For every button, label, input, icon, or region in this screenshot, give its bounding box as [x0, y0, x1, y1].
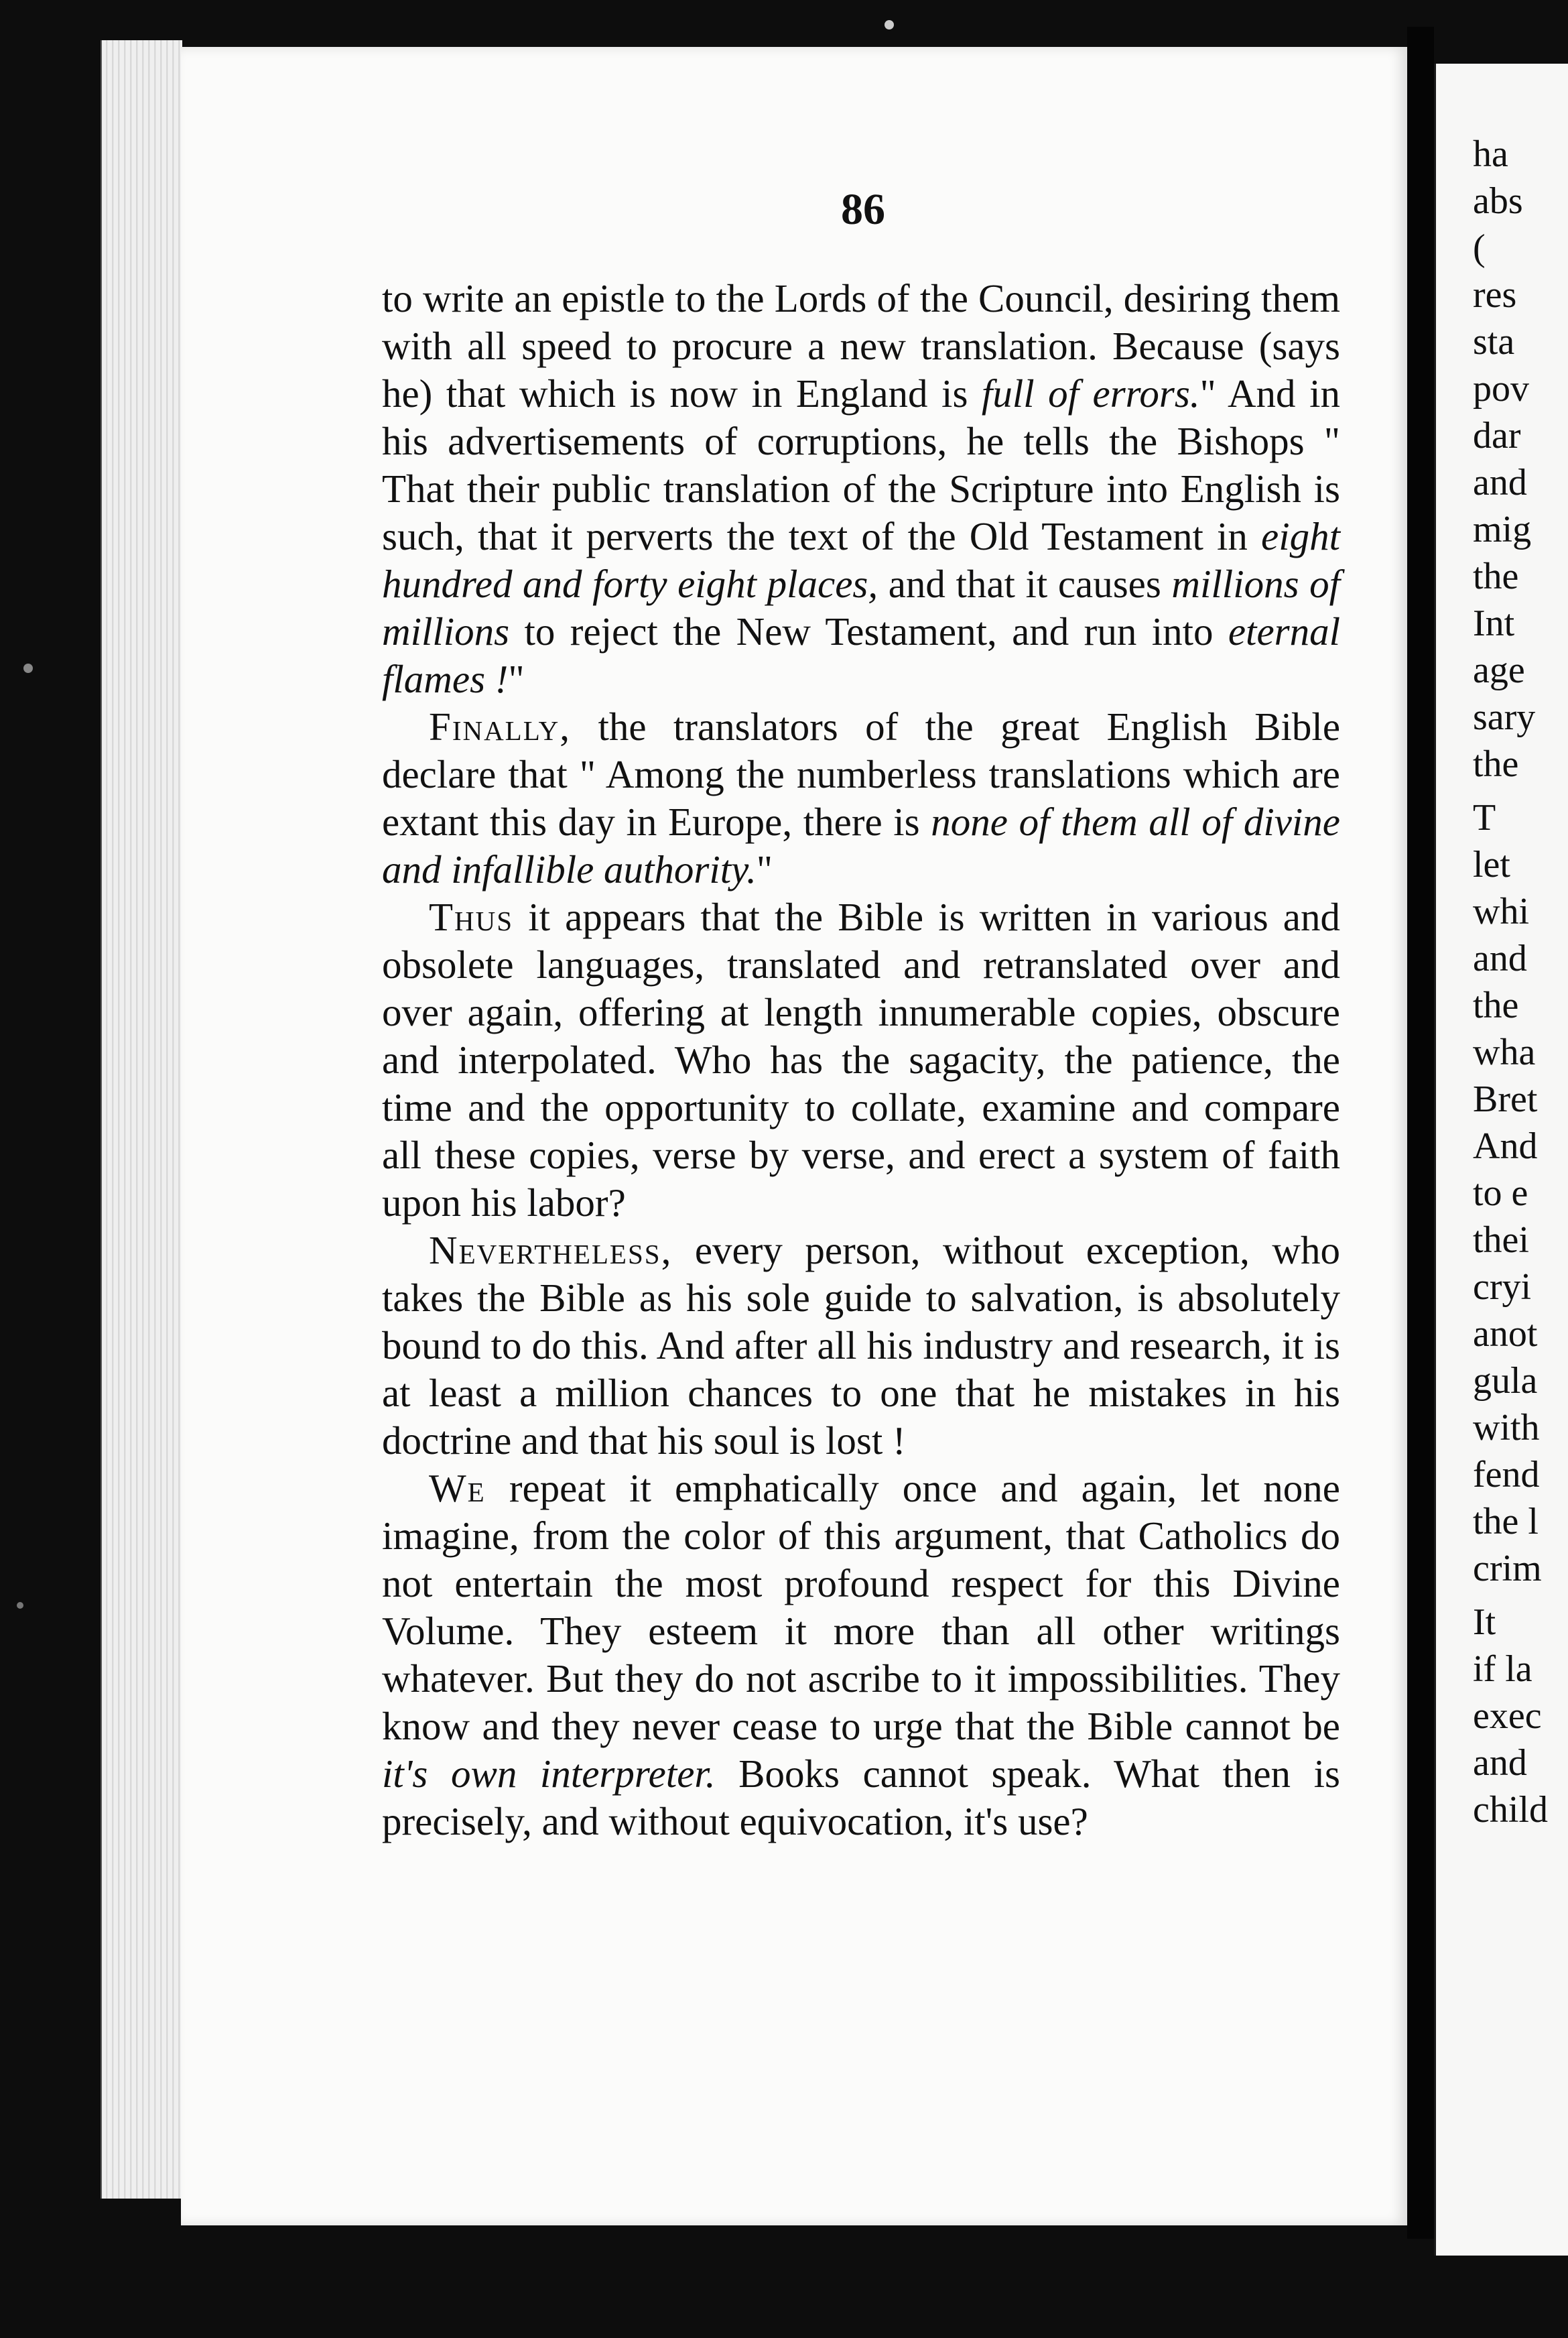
- paragraph: [382, 703, 1340, 894]
- page-edge-stack: [101, 40, 182, 2199]
- facing-page-line: And: [1473, 1125, 1538, 1167]
- facing-page-line: fend: [1473, 1454, 1540, 1495]
- facing-page-line: crim: [1473, 1548, 1542, 1589]
- page-text: [382, 275, 1340, 1845]
- facing-page-line: child: [1473, 1789, 1548, 1831]
- facing-page-line: wha: [1473, 1032, 1536, 1073]
- facing-page-line: It: [1473, 1601, 1496, 1643]
- facing-page-line: age: [1473, 650, 1525, 691]
- italic-text: eight hundred and forty eight places,: [382, 514, 1340, 606]
- facing-page-line: if la: [1473, 1648, 1532, 1690]
- facing-page-line: res: [1473, 274, 1517, 316]
- text-run: and that it causes: [878, 562, 1172, 606]
- facing-page-line: sta: [1473, 321, 1515, 363]
- facing-page-line: sary: [1473, 696, 1536, 738]
- italic-text: full of errors.: [981, 371, 1200, 416]
- facing-page-line: to e: [1473, 1172, 1528, 1214]
- facing-page-line: and: [1473, 1742, 1527, 1784]
- paragraph: [382, 1465, 1340, 1845]
- text-run: to reject the New Testament, and run into: [509, 609, 1228, 654]
- facing-page-line: cryi: [1473, 1266, 1532, 1308]
- facing-page-line: exec: [1473, 1695, 1542, 1737]
- text-run: every person, without exception, who takes the Bible as his sole guide to salvation, is absolutely bound to do this. And after all his industry and research, it is at least a million chances to one that he mistakes in his doctrine and that his soul is lost !: [382, 1228, 1340, 1463]
- text-run: the translators of the great English Bible declare that " Among the numberless translations which are extant this day in Europe, there is: [382, 704, 1340, 844]
- facing-page-line: gula: [1473, 1360, 1538, 1402]
- facing-page-line: (: [1473, 227, 1486, 269]
- facing-page-line: whi: [1473, 891, 1529, 932]
- italic-text: eternal flames !: [382, 609, 1340, 701]
- paragraph: [382, 275, 1340, 703]
- facing-page-line: let: [1473, 844, 1510, 885]
- small-caps-lead: Nevertheless,: [429, 1228, 673, 1272]
- page-number: 86: [841, 185, 885, 234]
- book-gutter: [1407, 27, 1434, 2239]
- small-caps-lead: Thus: [429, 895, 514, 939]
- facing-page-line: the l: [1473, 1501, 1539, 1542]
- facing-page-line: abs: [1473, 180, 1523, 222]
- small-caps-lead: We: [429, 1466, 486, 1510]
- text-run: ": [508, 657, 525, 701]
- facing-page-line: with: [1473, 1407, 1540, 1449]
- facing-page-line: dar: [1473, 415, 1521, 456]
- paragraph: [382, 1227, 1340, 1465]
- paragraph: [382, 894, 1340, 1227]
- facing-page-line: the: [1473, 985, 1519, 1026]
- italic-text: none of them all of divine and infallible authority.: [382, 800, 1340, 891]
- facing-page-line: and: [1473, 938, 1527, 979]
- italic-text: millions of millions: [382, 562, 1341, 654]
- facing-page-line: thei: [1473, 1219, 1529, 1261]
- facing-page-line: Int: [1473, 603, 1515, 644]
- facing-page-line: the: [1473, 743, 1519, 785]
- text-run: to write an epistle to the Lords of the Council, desiring them with all speed to procure a new translation. Because (says he) that which is now in England is: [382, 276, 1340, 416]
- text-run: repeat it emphatically once and again, let none imagine, from the color of this argument, that Catholics do not entertain the most profound respect for this Divine Volume. They esteem it more than all other writings whatever. But they do not ascribe to it impossibilities. They know and they never cease to urge that the Bible cannot be: [382, 1466, 1340, 1748]
- facing-page-line: and: [1473, 462, 1527, 503]
- facing-page-line: T: [1473, 797, 1496, 839]
- facing-page-line: pov: [1473, 368, 1529, 410]
- text-run: Books cannot speak. What then is precisely, and without equivocation, it's use?: [382, 1751, 1341, 1843]
- ink-speck: [23, 664, 33, 673]
- ink-speck: [885, 20, 894, 29]
- facing-page-line: ha: [1473, 133, 1508, 175]
- facing-page: [1434, 64, 1568, 2256]
- facing-page-line: mig: [1473, 509, 1532, 550]
- text-run: ": [756, 847, 773, 891]
- facing-page-line: the: [1473, 556, 1519, 597]
- ink-speck: [17, 1602, 23, 1609]
- facing-page-line: Bret: [1473, 1079, 1538, 1120]
- italic-text: it's own interpreter.: [382, 1751, 716, 1796]
- text-run: " And in his advertisements of corruptions, he tells the Bishops " That their public translation of the Scripture into English is such, that it perverts the text of the Old Testament in: [382, 371, 1340, 558]
- facing-page-line: anot: [1473, 1313, 1538, 1355]
- text-run: it appears that the Bible is written in various and obsolete languages, translated and retranslated over and over again, offering at length innumerable copies, obscure and interpolated. Who has the sagacity, the patience, the time and the opportunity to collate, examine and compare all these copies, verse by verse, and erect a system of faith upon his labor?: [382, 895, 1340, 1225]
- small-caps-lead: Finally,: [429, 704, 572, 749]
